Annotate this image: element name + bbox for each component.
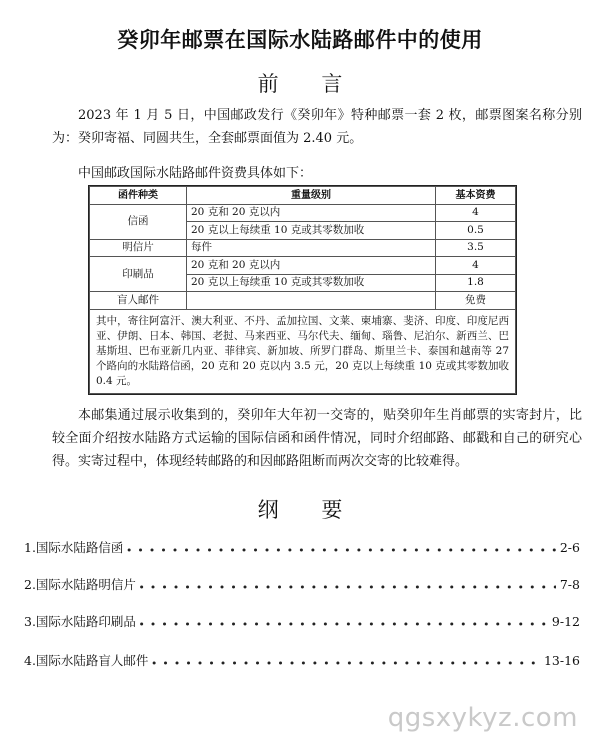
weight-cell: 20 克以上每续重 10 克或其零数加收 bbox=[187, 274, 436, 292]
toc-item-label: 1.国际水陆路信函 bbox=[24, 540, 124, 555]
toc-page-range: 2-6 bbox=[559, 540, 580, 555]
mail-type-cell: 明信片 bbox=[90, 239, 187, 257]
toc-item[interactable] bbox=[24, 612, 580, 632]
column-header: 基本资费 bbox=[436, 187, 516, 205]
mail-type-cell: 盲人邮件 bbox=[90, 292, 187, 310]
outline-heading: 纲 要 bbox=[257, 498, 361, 522]
column-header: 重量级别 bbox=[187, 187, 436, 205]
fee-cell: 免费 bbox=[436, 292, 516, 310]
dot-leader bbox=[152, 655, 540, 668]
preface-paragraph: 2023 年 1 月 5 日，中国邮政发行《癸卯年》特种邮票一套 2 枚，邮票图案名称分别为：癸卯寄福、同圆共生，全套邮票面值为 2.40 元。 bbox=[52, 108, 582, 146]
preface-heading: 前 言 bbox=[257, 72, 361, 96]
table-row bbox=[90, 204, 516, 222]
fee-table bbox=[88, 185, 517, 395]
table-row bbox=[90, 239, 516, 257]
toc-item-label: 4.国际水陆路盲人邮件 bbox=[24, 653, 149, 668]
toc-item-label: 3.国际水陆路印刷品 bbox=[24, 614, 136, 629]
table-row bbox=[90, 292, 516, 310]
mail-type-cell: 印刷品 bbox=[90, 257, 187, 292]
fee-cell: 1.8 bbox=[436, 274, 516, 292]
table-header-row bbox=[90, 187, 516, 205]
toc-page-range: 9-12 bbox=[551, 614, 580, 629]
table-row bbox=[90, 257, 516, 275]
column-header: 函件种类 bbox=[90, 187, 187, 205]
table-note: 其中，寄往阿富汗、澳大利亚、不丹、孟加拉国、文莱、柬埔寨、斐济、印度、印度尼西亚、伊朗、日本、韩国、老挝、马来西亚、马尔代夫、缅甸、瑙鲁、尼泊尔、新西兰、巴基斯坦、巴布亚新几内亚、菲律宾、新加坡、所罗门群岛、斯里兰卡、泰国和越南等 27 个路向的水陆路信函，20 克和 20 克以内 3.5 元，20 克以上每续重 10 克或其零数加收 0.4 元。 bbox=[90, 309, 516, 393]
weight-cell bbox=[187, 292, 436, 310]
collection-intro-paragraph: 本邮集通过展示收集到的，癸卯年大年初一交寄的，贴癸卯年生肖邮票的实寄封片，比较全面介绍按水陆路方式运输的国际信函和函件情况，同时介绍邮路、邮戳和自己的研究心得。实寄过程中，体现经转邮路的和因邮路阻断而两次交寄的比较难得。 bbox=[52, 408, 582, 469]
toc-page-range: 7-8 bbox=[559, 577, 580, 592]
dot-leader bbox=[127, 542, 555, 555]
site-watermark: qgsxykyz.com bbox=[387, 703, 578, 733]
toc-page-range: 13-16 bbox=[543, 653, 580, 668]
fee-cell: 4 bbox=[436, 204, 516, 222]
dot-leader bbox=[140, 579, 556, 592]
toc-item[interactable] bbox=[24, 651, 580, 671]
weight-cell: 每件 bbox=[187, 239, 436, 257]
toc-item[interactable] bbox=[24, 538, 580, 558]
fee-cell: 4 bbox=[436, 257, 516, 275]
mail-type-cell: 信函 bbox=[90, 204, 187, 239]
fee-cell: 3.5 bbox=[436, 239, 516, 257]
page-title: 癸卯年邮票在国际水陆路邮件中的使用 bbox=[117, 28, 483, 52]
weight-cell: 20 克和 20 克以内 bbox=[187, 204, 436, 222]
weight-cell: 20 克以上每续重 10 克或其零数加收 bbox=[187, 222, 436, 240]
toc-item[interactable] bbox=[24, 575, 580, 595]
table-note-row bbox=[90, 309, 516, 393]
weight-cell: 20 克和 20 克以内 bbox=[187, 257, 436, 275]
toc-item-label: 2.国际水陆路明信片 bbox=[24, 577, 136, 592]
dot-leader bbox=[140, 616, 548, 629]
fee-intro-paragraph: 中国邮政国际水陆路邮件资费具体如下： bbox=[78, 166, 313, 181]
fee-cell: 0.5 bbox=[436, 222, 516, 240]
